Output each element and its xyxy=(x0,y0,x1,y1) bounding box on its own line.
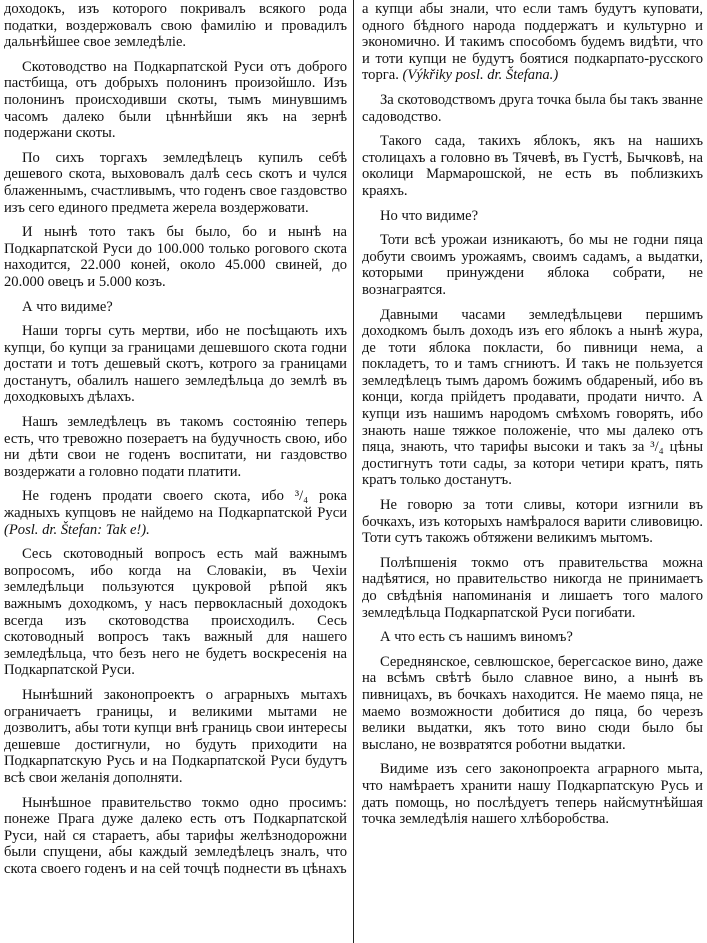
paragraph-text: а купци абы знали, что если тамъ будутъ куповати, одного бѣдного народа поддержатъ и культурно и экономично. И такимъ способомъ будемъ видѣти, что и тоти купци не будутъ боятися подкарпато-русского торга. xyxy=(362,1,703,84)
paragraph xyxy=(4,59,347,142)
paragraph-text: Давными часами земледѣльцеви першимъ доходкомъ былъ доходъ изъ его яблокъ а нынѣ жура, де тоти яблока покласти, бо пивници нема, а покладетъ, то и тамъ сгниютъ. И такъ не пользуется земледѣлецъ тымъ даромъ божимъ обдареный, ибо въ конци, когда прійдетъ продавати, продати ничто. А купци изъ нашимъ народомъ смѣхомъ говорять, ибо знають наше тяжкое положеніе, что мы далеко отъ пяца, знають, что тарифы высоки и такъ за ³/₄ цѣны достигнутъ тоти сады, за котори четири кратъ, пять кратъ только достанутъ. xyxy=(362,306,703,489)
paragraph xyxy=(4,414,347,480)
paragraph-text: Не говорю за тоти сливы, котори изгнили въ бочкахъ, изъ которыхъ намѣралося варити сливовицю. Тоти сутъ такожъ обтяжени великимъ мытомъ. xyxy=(362,497,703,547)
right-column xyxy=(362,1,703,836)
paragraph-text: По сихъ торгахъ земледѣлецъ купилъ себѣ дешевого скота, выхововалъ далѣ сесь скотъ и чулся блаженнымъ, счастливымъ, что годенъ свое газдовство изъ сего единого предмета жерела воздержовати. xyxy=(4,149,347,216)
paragraph xyxy=(4,795,347,878)
paragraph xyxy=(362,232,703,298)
column-divider xyxy=(353,0,354,943)
paragraph-text: Сесь скотоводный вопросъ есть май важнымъ вопросомъ, ибо когда на Словакіи, въ Чехіи земледѣльци пользуются цукровой рѣпой якъ важнымъ доходкомъ, у насъ первокласный доходокъ всегда изъ скотоводства происходилъ. Сесь скотоводный вопросъ такъ важный для нашего земледѣльца, что безъ него не будетъ воскресенія на Подкарпатской Руси. xyxy=(4,546,347,679)
interjection-text: (Posl. dr. Štefan: Tak e!). xyxy=(4,521,150,538)
paragraph xyxy=(362,761,703,827)
section-heading xyxy=(4,299,347,316)
paragraph-text: За скотоводствомъ друга точка была бы такъ званне садоводство. xyxy=(362,91,703,125)
paragraph-text: Полѣпшенія токмо отъ правительства можна надѣятися, но правительство никогда не принимаетъ до свѣдѣнія напоминанія и лишаетъ того малого земледѣльца Подкарпатской Руси погибати. xyxy=(362,554,703,621)
paragraph-text: Нашъ земледѣлецъ въ такомъ состоянію теперь есть, что тревожно позераетъ на будучность свою, ибо ни дѣти свои не годенъ воспитати, ни газдовство воздержати а головно подати платити. xyxy=(4,414,347,480)
section-heading xyxy=(362,629,703,646)
paragraph-text: Середнянское, севлюшское, берегсаское вино, даже на всѣмъ свѣтѣ было славное вино, а нынѣ въ пивницахъ, въ бочкахъ находится. Не маемо пяца, не маемо возможности добитися до пяца, бо черезъ велики выдатки, якъ тото вино сюди было бы выслано, не возвратятся роботни выдатки. xyxy=(362,653,703,753)
paragraph-text: Тоти всѣ урожаи изникаютъ, бо мы не годни пяца добути своимъ урожаямъ, своимъ садамъ, а выдатки, которыми принуждени яблока собрати, не вознаграятся. xyxy=(362,232,703,298)
left-column xyxy=(4,1,347,886)
paragraph xyxy=(362,497,703,547)
paragraph xyxy=(4,546,347,679)
paragraph xyxy=(362,1,703,84)
paragraph-text: Скотоводство на Подкарпатской Руси отъ доброго пастбища, отъ добрыхъ полонинъ произойшло. Изъ полонинъ происходивши скоты, тымъ минувшимъ часомъ далеко были цѣннѣйши якъ на зернѣ подержани скоты. xyxy=(4,58,347,142)
paragraph-text: Видиме изъ сего законопроекта аграрного мыта, что намѣраетъ хранити нашу Подкарпатскую Русь и дать помощь, но послѣдуетъ теперь найсмутнѣйшая точка земледѣлія нашего хлѣборобства. xyxy=(362,761,703,828)
paragraph-text: Такого сада, такихъ яблокъ, якъ на нашихъ столицахъ а головно въ Тячевѣ, въ Густѣ, Бычковѣ, на околици Мармарошской, не есть въ поблизкихъ краяхъ. xyxy=(362,133,703,199)
paragraph-text: Нынѣшное правительство токмо одно просимъ: понеже Прага дуже далеко есть отъ Подкарпатской Руси, най ся стараетъ, абы тарифы желѣзнодорожни были спущени, абы каждый земледѣлецъ зналъ, что скота своего годенъ и на сей точцѣ поднести въ цѣнахъ xyxy=(4,794,347,877)
paragraph xyxy=(4,687,347,787)
paragraph-text: Наши торгы суть мертви, ибо не посѣщають ихъ купци, бо купци за границами дешевшого скота годни достати и тотъ дешевый скотъ, котрого за границами достанутъ, обалилъ нашего земледѣльца до землѣ въ доходковыхъ дѣлахъ. xyxy=(4,323,347,406)
paragraph-text: Не годенъ продати своего скота, ибо ³/₄ рока жадныхъ купцовъ не найдемо на Подкарпатской Руси xyxy=(4,488,347,522)
paragraph-text: Но что видиме? xyxy=(380,207,479,224)
paragraph xyxy=(362,307,703,490)
paragraph xyxy=(362,92,703,125)
paragraph xyxy=(362,654,703,754)
paragraph xyxy=(4,488,347,538)
paragraph-text: И нынѣ тото такъ бы было, бо и нынѣ на Подкарпатской Руси до 100.000 только рогового скота находится, 22.000 коней, около 45.000 свиней, до 20.000 овецъ и 5.000 козъ. xyxy=(4,224,347,290)
paragraph xyxy=(362,133,703,199)
paragraph-text: А что видиме? xyxy=(22,298,113,315)
paragraph xyxy=(4,323,347,406)
paragraph xyxy=(4,224,347,290)
paragraph-text: Нынѣшний законопроектъ о аграрныхъ мытахъ ограничаетъ границы, и великими мытами не дозволитъ, абы тоти купци внѣ границь свои интересы дешевше достигнули, но будуть приходити на Подкарпатскую Русь и на Подкарпатской Руси будутъ всѣ свои желанія дополняти. xyxy=(4,686,347,786)
paragraph xyxy=(4,150,347,216)
section-heading xyxy=(362,208,703,225)
paragraph xyxy=(362,555,703,621)
interjection-text: (Výkřiky posl. dr. Štefana.) xyxy=(402,67,559,84)
paragraph xyxy=(4,1,347,51)
paragraph-text: доходокъ, изъ которого покривалъ всякого рода податки, воздержовалъ свою фамилію и провадилъ дальнѣйшее свое земледѣліе. xyxy=(4,1,347,51)
paragraph-text: А что есть съ нашимъ виномъ? xyxy=(380,629,573,646)
